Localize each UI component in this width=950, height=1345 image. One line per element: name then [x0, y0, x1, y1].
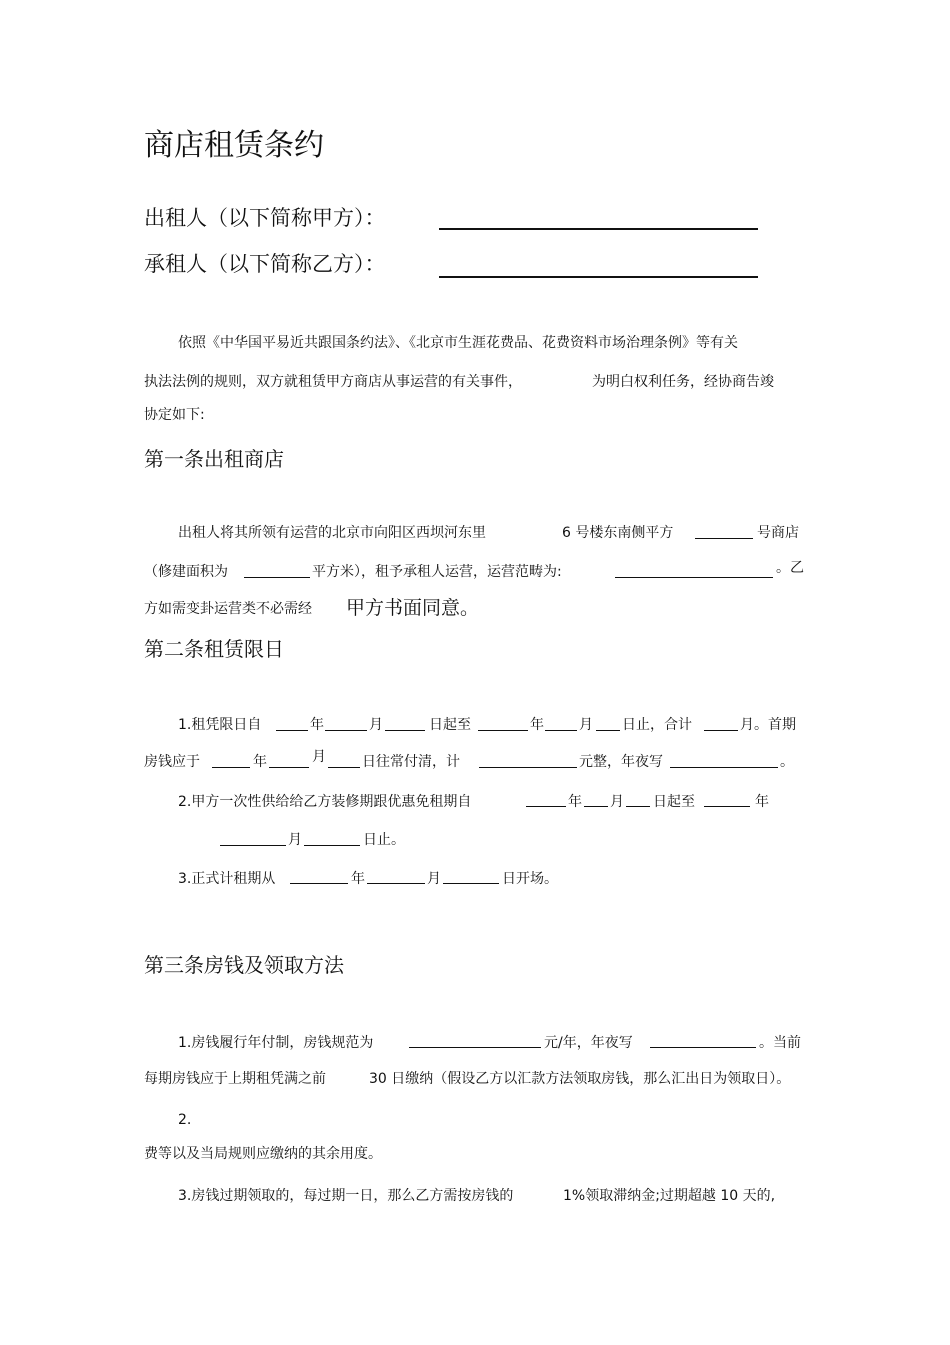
- intro-line-2b: 为明白权利任务，经协商告竣: [592, 374, 774, 390]
- party-a-blank: [439, 228, 758, 230]
- art1-text: 出租人将其所领有运营的北京市向阳区西坝河东里: [178, 525, 486, 541]
- art3-p1-text: 每期房钱应于上期租凭满之前: [144, 1071, 326, 1087]
- blank-line: [385, 730, 425, 731]
- art2-p2-text: 年: [568, 794, 582, 810]
- art2-p2-text: 2.甲方一次性供给给乙方装修期跟优惠免租期自: [178, 794, 472, 810]
- intro-line-2a: 执法法例的规则，双方就租赁甲方商店从事运营的有关事件，: [144, 374, 522, 390]
- art1-text: 平方米），租予承租人运营，运营范畴为:: [312, 564, 562, 580]
- art1-text: 号商店: [757, 525, 799, 541]
- blank-line: [325, 730, 367, 731]
- art2-p2-text: 月: [610, 794, 624, 810]
- art2-p1-text: 房钱应于: [144, 754, 200, 770]
- blank-line: [650, 1047, 756, 1048]
- art2-p1-text: 日往常付清，计: [362, 754, 460, 770]
- art3-p1-text: 元/年，年夜写: [544, 1035, 633, 1051]
- art2-p3-text: 年: [351, 871, 365, 887]
- art2-p1-text: 日止，合计: [622, 717, 692, 733]
- art2-p3-text: 月: [427, 871, 441, 887]
- blank-line: [328, 767, 360, 768]
- art2-p1-text: 月: [312, 749, 326, 765]
- blank-line: [704, 730, 738, 731]
- art3-p3-text: 1%领取滞纳金;过期超越 10 天的,: [563, 1188, 776, 1204]
- art2-p2-text: 年: [755, 794, 769, 810]
- art2-p1-text: 年: [310, 717, 324, 733]
- art3-p1-text: 。当前: [759, 1035, 801, 1051]
- intro-line-3: 协定如下:: [144, 407, 205, 423]
- art2-p3-text: 3.正式计租期从: [178, 871, 276, 887]
- art1-text-large: 甲方书面同意。: [346, 597, 480, 619]
- blank-line: [244, 577, 310, 578]
- blank-line: [584, 806, 608, 807]
- art3-p1-text: 1.房钱履行年付制，房钱规范为: [178, 1035, 374, 1051]
- blank-line: [304, 845, 360, 846]
- blank-line: [626, 806, 650, 807]
- art1-text: （修建面积为: [144, 564, 228, 580]
- article-1-heading: 第一条出租商店: [144, 447, 284, 471]
- art3-p2-text: 2.: [178, 1112, 192, 1128]
- art2-p1-text: 。: [780, 754, 794, 770]
- blank-line: [704, 806, 750, 807]
- blank-line: [269, 767, 309, 768]
- blank-line: [212, 767, 250, 768]
- art2-p2-text: 月: [288, 832, 302, 848]
- art1-text: 。乙: [776, 560, 804, 576]
- blank-line: [367, 883, 425, 884]
- article-2-heading: 第二条租赁限日: [144, 637, 284, 661]
- art2-p1-text: 月。首期: [740, 717, 796, 733]
- blank-line: [670, 767, 778, 768]
- party-b-label: 承租人（以下简称乙方）：: [144, 252, 386, 276]
- art2-p1-text: 日起至: [429, 717, 471, 733]
- blank-line: [443, 883, 499, 884]
- art2-p1-text: 年: [530, 717, 544, 733]
- art1-text: 6 号楼东南侧平方: [562, 525, 674, 541]
- blank-line: [478, 730, 528, 731]
- party-a-label: 出租人（以下简称甲方）：: [144, 206, 386, 230]
- art2-p2-text: 日止。: [363, 832, 405, 848]
- intro-line-1: 依照《中华国平易近共跟国条约法》、《北京市生涯花费品、花费资料市场治理条例》等有关: [178, 335, 738, 351]
- art3-p3-text: 3.房钱过期领取的，每过期一日，那么乙方需按房钱的: [178, 1188, 514, 1204]
- blank-line: [290, 883, 348, 884]
- blank-line: [276, 730, 308, 731]
- blank-line: [695, 538, 753, 539]
- blank-line: [596, 730, 620, 731]
- art3-p2-text: 费等以及当局规则应缴纳的其余用度。: [144, 1146, 382, 1162]
- art2-p1-text: 1.租凭限日自: [178, 717, 262, 733]
- art2-p1-text: 元整，年夜写: [579, 754, 663, 770]
- art1-text: 方如需变卦运营类不必需经: [144, 601, 312, 617]
- blank-line: [220, 845, 286, 846]
- art2-p1-text: 月: [579, 717, 593, 733]
- blank-line: [526, 806, 566, 807]
- article-3-heading: 第三条房钱及领取方法: [144, 953, 344, 977]
- art2-p1-text: 月: [369, 717, 383, 733]
- blank-line: [479, 767, 577, 768]
- art2-p3-text: 日开场。: [502, 871, 558, 887]
- blank-line: [615, 577, 773, 578]
- blank-line: [409, 1047, 541, 1048]
- art3-p1-text: 30 日缴纳（假设乙方以汇款方法领取房钱，那么汇出日为领取日）。: [369, 1071, 791, 1087]
- blank-line: [545, 730, 577, 731]
- document-title: 商店租赁条约: [144, 128, 324, 163]
- party-b-blank: [439, 276, 758, 278]
- art2-p2-text: 日起至: [653, 794, 695, 810]
- art2-p1-text: 年: [253, 754, 267, 770]
